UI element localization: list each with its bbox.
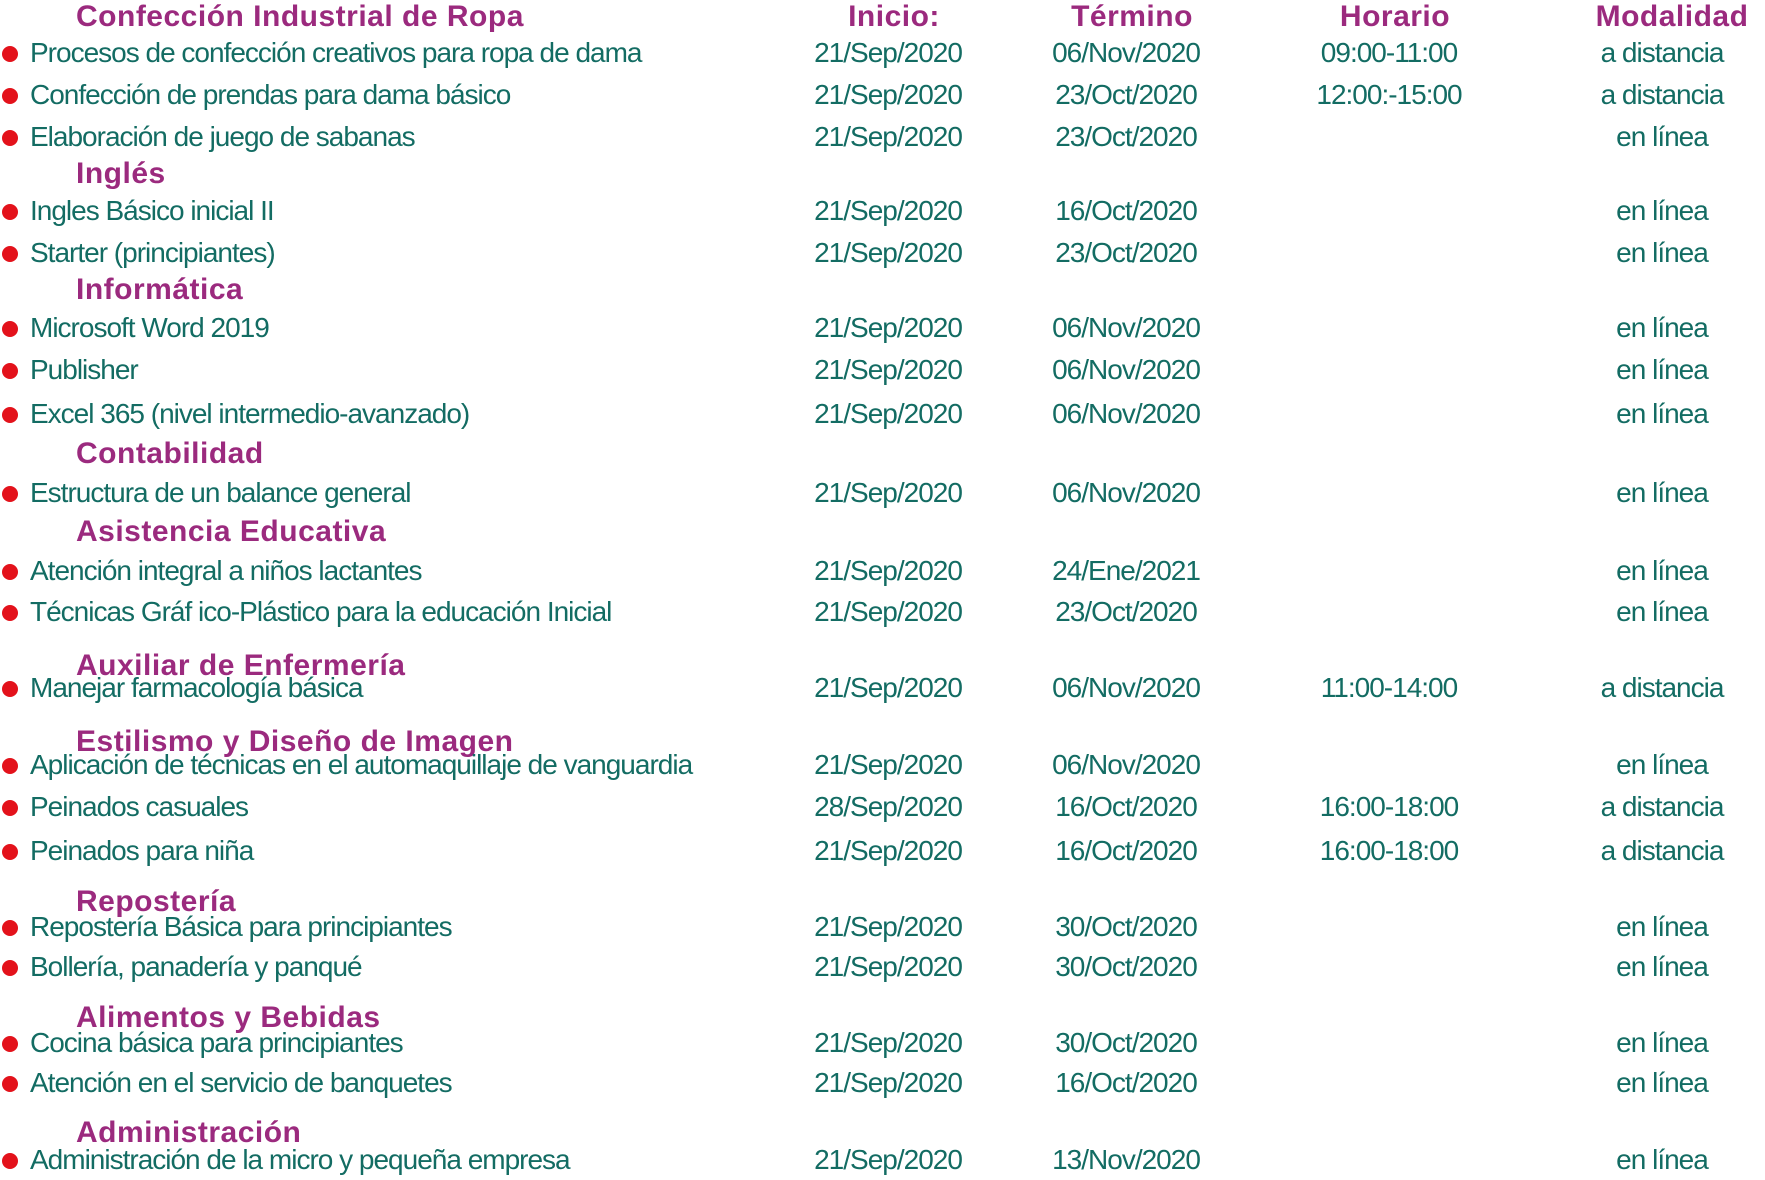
bullet-icon: [2, 407, 18, 423]
bullet-icon: [2, 246, 18, 262]
course-name: Excel 365 (nivel intermedio-avanzado): [30, 398, 470, 429]
course-mode: a distancia: [1600, 37, 1724, 68]
course-start-date: 21/Sep/2020: [814, 749, 962, 780]
bullet-icon: [2, 800, 18, 816]
course-mode: a distancia: [1600, 835, 1724, 866]
course-row: [0, 745, 1765, 785]
course-end-date: 13/Nov/2020: [1052, 1144, 1200, 1175]
bullet-icon: [2, 1153, 18, 1169]
course-start-date: 21/Sep/2020: [814, 354, 962, 385]
course-mode: en línea: [1616, 1067, 1708, 1098]
course-start-date: 21/Sep/2020: [814, 237, 962, 268]
bullet-icon: [2, 758, 18, 774]
course-end-date: 06/Nov/2020: [1052, 312, 1200, 343]
bullet-icon: [2, 960, 18, 976]
course-name: Ingles Básico inicial II: [30, 195, 274, 226]
course-mode: en línea: [1616, 749, 1708, 780]
category-heading: Asistencia Educativa: [76, 515, 387, 548]
course-start-date: 21/Sep/2020: [814, 835, 962, 866]
course-mode: en línea: [1616, 1144, 1708, 1175]
course-row: [0, 1023, 1765, 1063]
bullet-icon: [2, 46, 18, 62]
course-end-date: 06/Nov/2020: [1052, 672, 1200, 703]
course-row: [0, 308, 1765, 348]
course-row: [0, 668, 1765, 708]
course-row: [0, 787, 1765, 827]
category-heading: Contabilidad: [76, 437, 264, 470]
course-end-date: 06/Nov/2020: [1052, 749, 1200, 780]
category-heading: Alimentos y Bebidas: [76, 1001, 381, 1034]
category-heading: Confección Industrial de Ropa: [76, 0, 524, 33]
bullet-icon: [2, 363, 18, 379]
bullet-icon: [2, 920, 18, 936]
course-name: Aplicación de técnicas en el automaquillaje de vanguardia: [30, 749, 693, 780]
course-name: Estructura de un balance general: [30, 477, 411, 508]
course-end-date: 30/Oct/2020: [1055, 1027, 1197, 1058]
course-mode: a distancia: [1600, 791, 1724, 822]
course-start-date: 21/Sep/2020: [814, 79, 962, 110]
bullet-icon: [2, 1076, 18, 1092]
course-schedule-time: 16:00-18:00: [1319, 835, 1459, 866]
course-name: Peinados para niña: [30, 835, 254, 866]
course-start-date: 21/Sep/2020: [814, 951, 962, 982]
bullet-icon: [2, 844, 18, 860]
course-name: Confección de prendas para dama básico: [30, 79, 511, 110]
bullet-icon: [2, 681, 18, 697]
course-end-date: 16/Oct/2020: [1055, 791, 1197, 822]
course-end-date: 30/Oct/2020: [1055, 911, 1197, 942]
course-row: [0, 551, 1765, 591]
bullet-icon: [2, 88, 18, 104]
course-start-date: 21/Sep/2020: [814, 911, 962, 942]
course-name: Publisher: [30, 354, 138, 385]
course-mode: en línea: [1616, 237, 1708, 268]
course-row: [0, 473, 1765, 513]
course-end-date: 06/Nov/2020: [1052, 37, 1200, 68]
bullet-icon: [2, 486, 18, 502]
course-end-date: 16/Oct/2020: [1055, 835, 1197, 866]
course-row: [0, 907, 1765, 947]
course-mode: en línea: [1616, 951, 1708, 982]
column-header-schedule: Horario: [1339, 0, 1451, 33]
course-start-date: 21/Sep/2020: [814, 596, 962, 627]
course-row: [0, 1063, 1765, 1103]
course-mode: a distancia: [1600, 79, 1724, 110]
course-end-date: 06/Nov/2020: [1052, 398, 1200, 429]
course-start-date: 21/Sep/2020: [814, 1067, 962, 1098]
bullet-icon: [2, 605, 18, 621]
category-heading: Informática: [76, 273, 244, 306]
course-schedule-time: 16:00-18:00: [1319, 791, 1459, 822]
course-mode: en línea: [1616, 1027, 1708, 1058]
course-start-date: 21/Sep/2020: [814, 398, 962, 429]
course-row: [0, 191, 1765, 231]
category-heading: Inglés: [76, 157, 166, 190]
course-name: Procesos de confección creativos para ropa de dama: [30, 37, 642, 68]
bullet-icon: [2, 321, 18, 337]
course-name: Repostería Básica para principiantes: [30, 911, 452, 942]
course-mode: en línea: [1616, 121, 1708, 152]
course-start-date: 28/Sep/2020: [814, 791, 962, 822]
bullet-icon: [2, 130, 18, 146]
course-row: [0, 233, 1765, 273]
course-end-date: 16/Oct/2020: [1055, 1067, 1197, 1098]
course-start-date: 21/Sep/2020: [814, 1144, 962, 1175]
course-name: Manejar farmacología básica: [30, 672, 363, 703]
course-mode: en línea: [1616, 477, 1708, 508]
bullet-icon: [2, 564, 18, 580]
category-heading: Auxiliar de Enfermería: [76, 649, 406, 682]
course-mode: a distancia: [1600, 672, 1724, 703]
course-name: Cocina básica para principiantes: [30, 1027, 403, 1058]
course-schedule-time: 11:00-14:00: [1320, 672, 1458, 703]
course-row: [0, 117, 1765, 157]
course-mode: en línea: [1616, 398, 1708, 429]
course-name: Técnicas Gráf ico-Plástico para la educación Inicial: [30, 596, 612, 627]
course-start-date: 21/Sep/2020: [814, 37, 962, 68]
course-end-date: 06/Nov/2020: [1052, 477, 1200, 508]
course-schedule-time: 12:00:-15:00: [1316, 79, 1462, 110]
course-start-date: 21/Sep/2020: [814, 121, 962, 152]
bullet-icon: [2, 204, 18, 220]
course-mode: en línea: [1616, 911, 1708, 942]
course-name: Peinados casuales: [30, 791, 249, 822]
course-name: Microsoft Word 2019: [30, 312, 269, 343]
course-name: Starter (principiantes): [30, 237, 275, 268]
course-end-date: 23/Oct/2020: [1055, 79, 1197, 110]
course-end-date: 16/Oct/2020: [1055, 195, 1197, 226]
course-end-date: 23/Oct/2020: [1055, 596, 1197, 627]
course-row: [0, 394, 1765, 434]
course-name: Atención en el servicio de banquetes: [30, 1067, 452, 1098]
course-schedule-time: 09:00-11:00: [1320, 37, 1458, 68]
course-start-date: 21/Sep/2020: [814, 195, 962, 226]
bullet-icon: [2, 1036, 18, 1052]
course-row: [0, 350, 1765, 390]
category-heading: Repostería: [76, 885, 237, 918]
course-mode: en línea: [1616, 555, 1708, 586]
course-name: Bollería, panadería y panqué: [30, 951, 362, 982]
course-end-date: 23/Oct/2020: [1055, 237, 1197, 268]
column-header-start: Inicio:: [848, 0, 940, 33]
course-end-date: 30/Oct/2020: [1055, 951, 1197, 982]
course-mode: en línea: [1616, 195, 1708, 226]
course-mode: en línea: [1616, 312, 1708, 343]
course-mode: en línea: [1616, 596, 1708, 627]
column-header-end: Término: [1071, 0, 1193, 33]
column-header-mode: Modalidad: [1595, 0, 1749, 33]
course-start-date: 21/Sep/2020: [814, 672, 962, 703]
course-row: [0, 75, 1765, 115]
course-name: Elaboración de juego de sabanas: [30, 121, 415, 152]
course-start-date: 21/Sep/2020: [814, 555, 962, 586]
course-end-date: 06/Nov/2020: [1052, 354, 1200, 385]
course-start-date: 21/Sep/2020: [814, 477, 962, 508]
category-heading: Administración: [76, 1116, 302, 1149]
course-row: [0, 33, 1765, 73]
course-row: [0, 831, 1765, 871]
course-mode: en línea: [1616, 354, 1708, 385]
course-name: Atención integral a niños lactantes: [30, 555, 422, 586]
course-name: Administración de la micro y pequeña empresa: [30, 1144, 570, 1175]
course-row: [0, 947, 1765, 987]
course-start-date: 21/Sep/2020: [814, 1027, 962, 1058]
category-heading: Estilismo y Diseño de Imagen: [76, 725, 514, 758]
course-row: [0, 1140, 1765, 1180]
course-end-date: 23/Oct/2020: [1055, 121, 1197, 152]
course-row: [0, 592, 1765, 632]
course-end-date: 24/Ene/2021: [1052, 555, 1200, 586]
course-start-date: 21/Sep/2020: [814, 312, 962, 343]
